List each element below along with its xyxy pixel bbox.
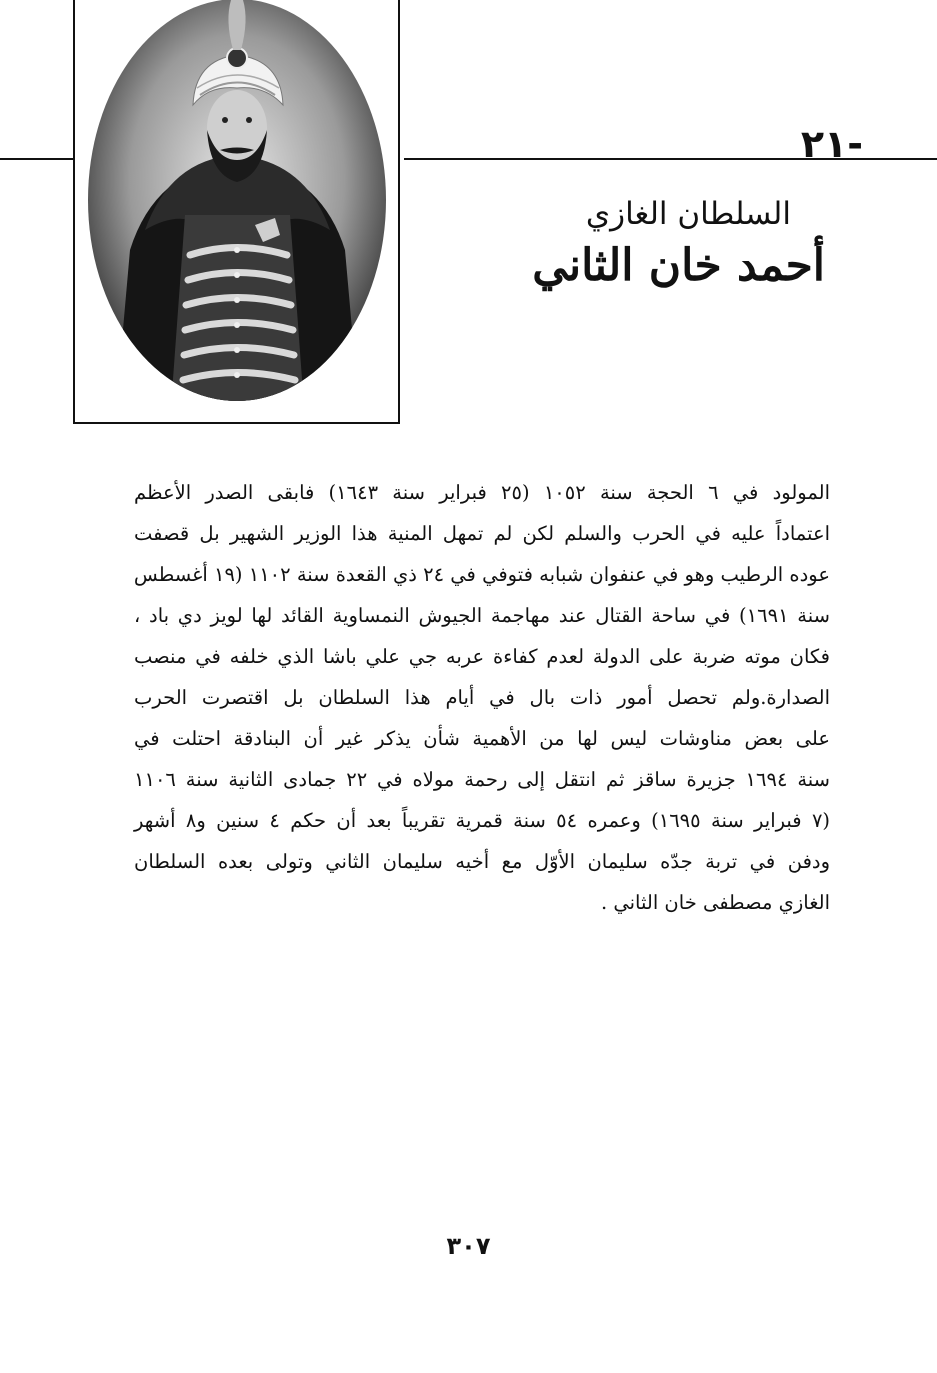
sultan-name-heading: أحمد خان الثاني <box>532 240 825 291</box>
header-rule-left <box>0 158 74 160</box>
paragraph-line: سنة ١٦٩١) في ساحة القتال عند مهاجمة الجيوش النمساوية القائد لها لويز دي باد ، <box>134 604 830 627</box>
paragraph-line: المولود في ٦ الحجة سنة ١٠٥٢ (٢٥ فبراير سنة ١٦٤٣) فابقى الصدر الأعظم <box>134 481 830 504</box>
paragraph-line: عوده الرطيب وهو في عنفوان شبابه فتوفي في ٢٤ ذي القعدة سنة ١١٠٢ (١٩ أغسطس <box>133 563 830 586</box>
paragraph-line: على بعض مناوشات ليس لها من الأهمية شأن يذكر غير أن البنادقة احتلت في <box>134 727 830 750</box>
sultan-portrait-icon <box>75 0 398 422</box>
sultan-title-subheading: السلطان الغازي <box>585 196 791 232</box>
chapter-number: -٢١ <box>800 122 863 166</box>
paragraph-line: اعتماداً عليه في الحرب والسلم لكن لم تمهل المنية هذا الوزير الشهير بل قصفت <box>134 522 830 545</box>
paragraph-line: فكان موته ضربة على الدولة لعدم كفاءة عربه جي علي باشا الذي خلفه في منصب <box>134 645 830 668</box>
paragraph-line: سنة ١٦٩٤ جزيرة ساقز ثم انتقل إلى رحمة مولاه في ٢٢ جمادى الثانية سنة ١١٠٦ <box>134 768 830 791</box>
paragraph-line: (٧ فبراير سنة ١٦٩٥) وعمره ٥٤ سنة قمرية تقريباً بعد أن حكم ٤ سنين و٨ أشهر <box>134 809 831 832</box>
biography-paragraph <box>134 472 830 923</box>
page-number: ٣٠٧ <box>446 1232 491 1260</box>
paragraph-line: الغازي مصطفى خان الثاني . <box>600 891 830 914</box>
portrait-frame <box>73 0 400 424</box>
paragraph-line: الصدارة.ولم تحصل أمور ذات بال في أيام هذا السلطان بل اقتصرت الحرب <box>134 686 830 709</box>
paragraph-line: ودفن في تربة جدّه سليمان الأوّل مع أخيه سليمان الثاني وتولى بعده السلطان <box>134 850 830 873</box>
